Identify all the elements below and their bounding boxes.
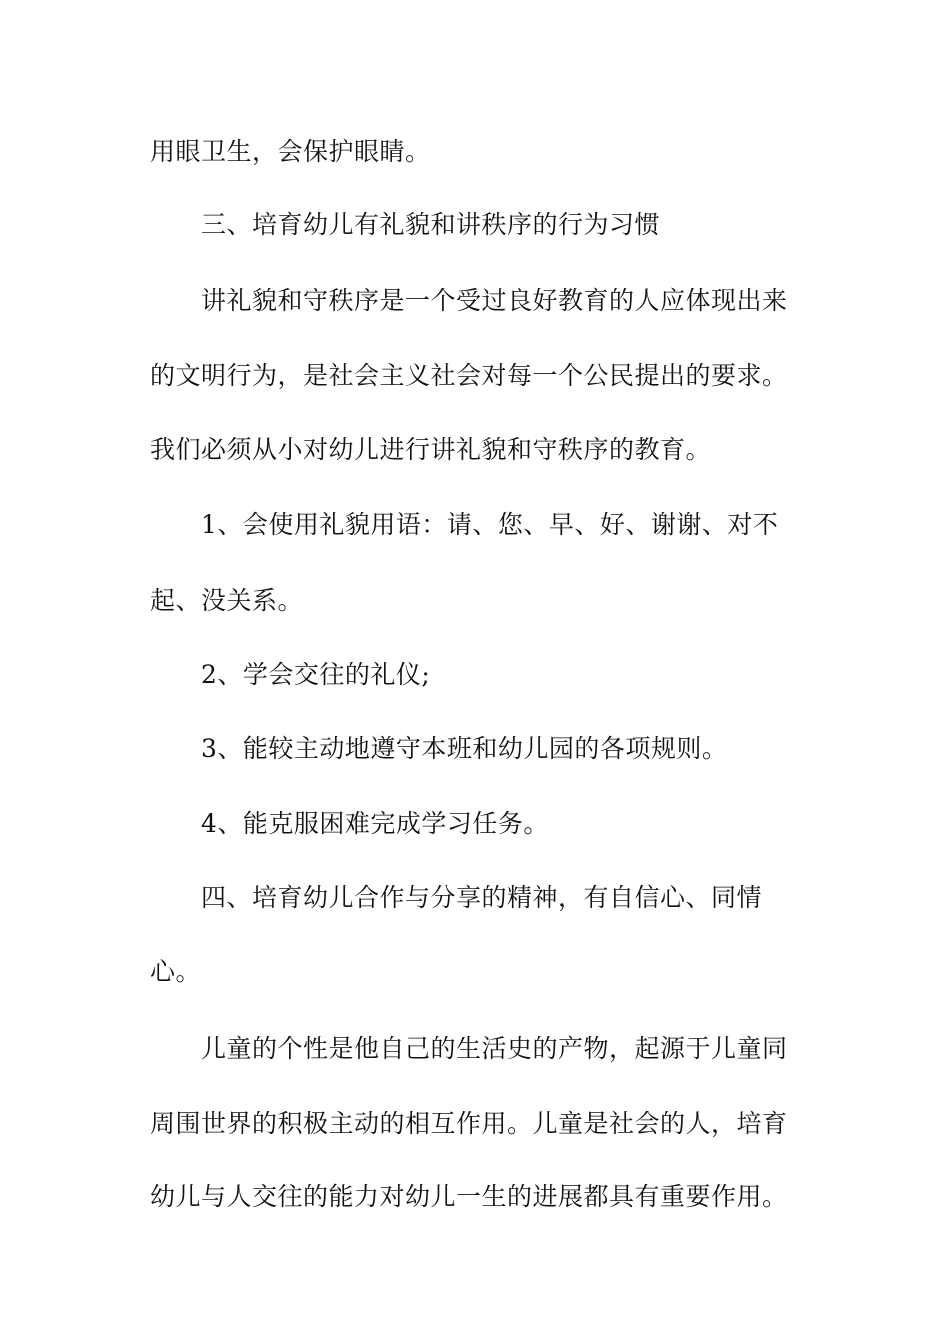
text-line: 周围世界的积极主动的相互作用。儿童是社会的人，培育: [150, 1109, 788, 1138]
text-line: 用眼卫生，会保护眼睛。: [150, 137, 431, 166]
section-heading: 三、培育幼儿有礼貌和讲秩序的行为习惯: [201, 210, 661, 239]
section-heading: 四、培育幼儿合作与分享的精神，有自信心、同情: [201, 883, 763, 912]
text-line: 幼儿与人交往的能力对幼儿一生的进展都具有重要作用。: [150, 1182, 788, 1211]
text-line: 起、没关系。: [150, 586, 304, 615]
list-item: 4、能克服困难完成学习任务。: [201, 809, 549, 838]
list-item: 1、会使用礼貌用语：请、您、早、好、谢谢、对不: [201, 510, 779, 539]
text-line: 的文明行为，是社会主义社会对每一个公民提出的要求。: [150, 361, 788, 390]
text-line: 心。: [150, 957, 202, 986]
list-item: 2、学会交往的礼仪;: [201, 660, 431, 689]
text-line: 儿童的个性是他自己的生活史的产物，起源于儿童同: [201, 1034, 788, 1063]
list-item: 3、能较主动地遵守本班和幼儿园的各项规则。: [201, 734, 728, 763]
text-line: 我们必须从小对幼儿进行讲礼貌和守秩序的教育。: [150, 435, 712, 464]
text-line: 讲礼貌和守秩序是一个受过良好教育的人应体现出来: [201, 286, 788, 315]
